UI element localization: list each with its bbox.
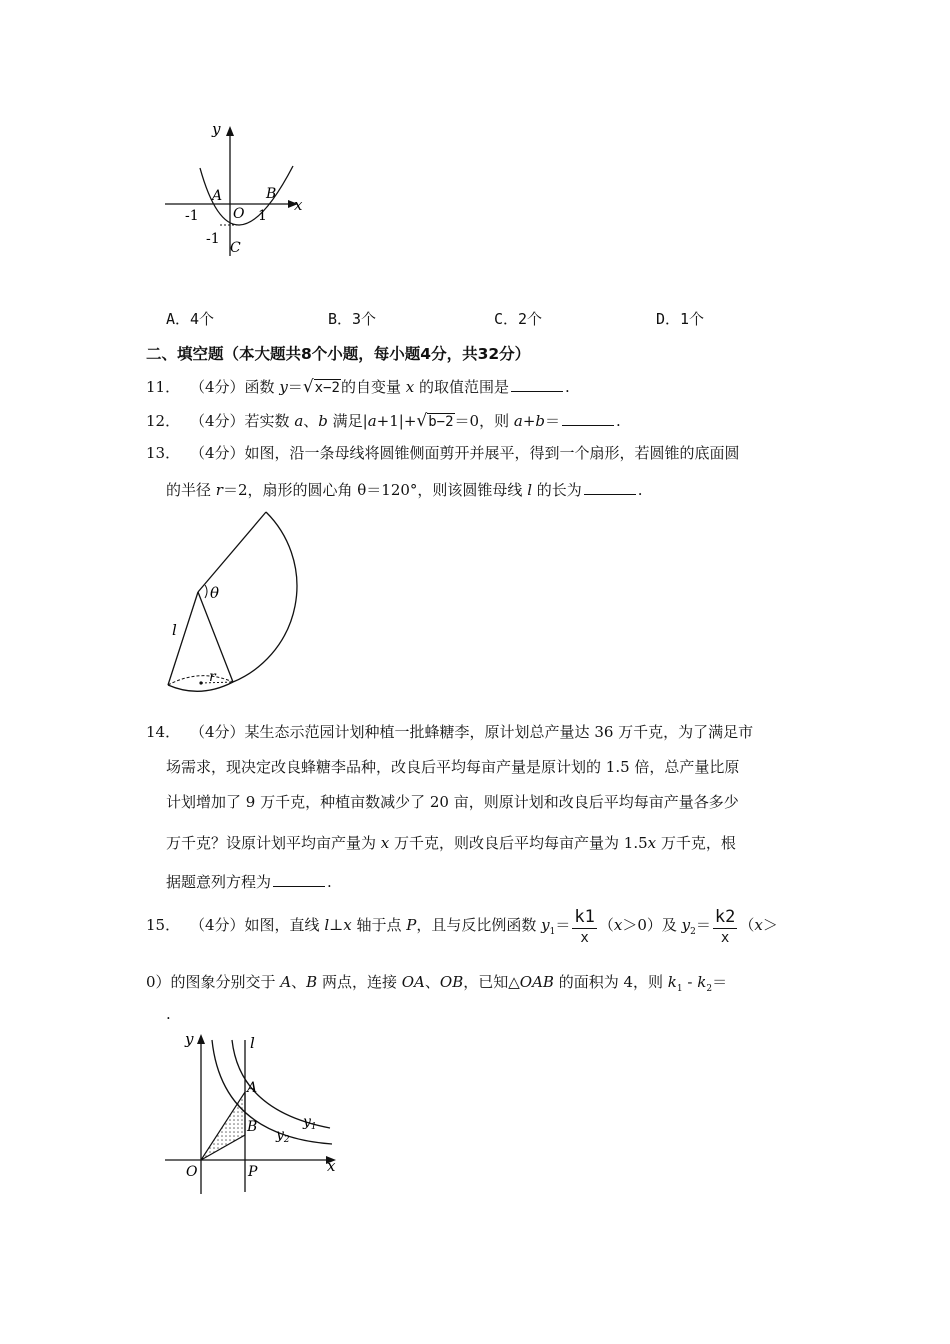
q14-period: . [327,873,332,891]
q13-var-l: l [527,481,533,499]
question-14 [146,722,753,742]
q14-var-x: x [380,834,390,852]
q14-number: 14． [146,723,181,741]
choice-b[interactable]: B．3个 [328,310,377,328]
theta-arc [205,585,207,598]
q13-var-r: r [215,481,223,499]
q12-sum-a: a [513,412,523,430]
cone-base-center [199,681,202,684]
q15-var-l: l [324,916,330,934]
label-theta: θ [210,584,220,602]
q12-sep: 、 [303,412,319,430]
q12-var-b: b [318,412,328,430]
q12-var-a: a [294,412,304,430]
q13-text: 的长为 [532,481,582,499]
q11-radicand: x−2 [314,380,340,396]
label-C: C [230,240,241,256]
q15-var-p: P [406,916,417,934]
q13-number: 13． [146,444,181,462]
q11-answer-blank[interactable] [511,376,563,392]
q15-var-a: A [280,973,292,991]
reciprocal-figure [160,1026,350,1196]
q12-abs-rest: +1|+ [376,412,417,430]
label-y2: $y_2$ [276,1127,290,1145]
q15-text: ＞ [762,916,778,934]
label-r: r [209,669,216,685]
q15-var-x: x [754,916,763,934]
q13-period: . [637,481,643,499]
q15-text: 的面积为 4，则 [553,973,668,991]
q15-var-oa: OA [401,973,425,991]
q15-y2: y [681,916,691,934]
label-y1: $y_1$ [303,1114,317,1132]
perp-icon: ⊥ [329,916,344,934]
q15-k1-sub: 1 [676,984,683,994]
label-O: O [186,1164,198,1180]
q14-text: 万千克，则改良后平均每亩产量为 1.5 [389,834,648,852]
q11-var-x: x [405,378,415,396]
q15-eq: ＝ [555,916,571,934]
q15-text: 0）的图象分别交于 [146,973,281,991]
choice-c[interactable]: C．2个 [494,310,543,328]
q12-number: 12． [146,412,181,430]
frac-denominator: x [580,929,589,946]
q12-answer-blank[interactable] [562,410,614,426]
q13-text: 的半径 [166,481,216,499]
q15-text: ，已知△ [463,973,520,991]
q15-y2-sub: 2 [690,927,696,937]
q14-var-x: x [647,834,657,852]
label-B: B [247,1119,258,1135]
q12-eq: ＝ [545,412,561,430]
question-13-line-2 [166,479,643,500]
q14-text: 据题意列方程为 [166,873,272,891]
q13-line-1: （4分）如图，沿一条母线将圆锥侧面剪开并展平，得到一个扇形，若圆锥的底面圆 [190,444,740,462]
y-axis-arrow [197,1034,205,1044]
q15-line-3: . [166,1005,171,1023]
q15-text: （4分）如图，直线 [190,916,325,934]
tick-1-x: 1 [258,208,267,224]
frac-numerator: k1 [574,906,595,927]
q13-text: ＝2，扇形的圆心角 θ＝120°，则该圆锥母线 [222,481,528,499]
q12-text: 满足| [327,412,368,430]
q11-text: （4分）函数 [190,378,280,396]
q15-var-k2: k [697,973,707,991]
q15-var-b: B [306,973,318,991]
q10-choices [0,308,950,334]
question-12 [146,410,621,431]
q15-minus: - [682,973,698,991]
parabola-figure [160,118,310,258]
label-x: x [294,196,303,214]
choice-d[interactable]: D．1个 [656,310,705,328]
q11-eq: ＝ [287,378,303,396]
q15-y1-sub: 1 [549,927,556,937]
q14-line-4 [166,833,736,853]
q15-sep: 、 [291,973,307,991]
triangle-oab-shaded [201,1092,245,1160]
question-11 [146,376,570,397]
label-y: y [212,120,221,138]
label-x: x [327,1157,336,1175]
cone-radius-dash [201,682,233,683]
frac-numerator: k2 [714,906,736,927]
choice-a[interactable]: A．4个 [166,310,215,328]
frac-denominator: x [720,929,730,946]
cone-sector-figure [160,505,350,700]
q15-sep: 、 [424,973,440,991]
q11-var-y: y [279,378,288,396]
fraction-k1-over-x [572,906,596,947]
q15-text: 两点，连接 [317,973,402,991]
q13-answer-blank[interactable] [584,479,636,495]
sqrt-icon: √ [302,377,314,397]
sqrt-icon: √ [416,411,428,431]
label-A: A [212,188,223,204]
question-13 [146,443,740,463]
q12-text: （4分）若实数 [190,412,295,430]
tick-neg1-y: -1 [206,231,220,247]
tick-neg1-x: -1 [185,208,199,224]
q12-plus: + [522,412,536,430]
q14-line-1: （4分）某生态示范园计划种植一批蜂糖李，原计划总产量达 36 万千克，为了满足市 [190,723,754,741]
label-l: l [250,1034,255,1052]
q15-text: （ [598,916,614,934]
q15-eq: ＝ [695,916,711,934]
q14-text: 万千克，根 [656,834,736,852]
q15-var-x: x [343,916,352,934]
label-y: y [185,1030,194,1048]
q15-text: ，且与反比例函数 [416,916,542,934]
label-P: P [248,1164,258,1180]
q15-var-ob: OB [439,973,464,991]
sector-arc [233,512,297,682]
q15-var-x: x [613,916,623,934]
q11-period: . [564,378,570,396]
q15-eq: ＝ [712,973,728,991]
q15-text: 轴于点 [351,916,407,934]
q12-text: ＝0，则 [454,412,514,430]
y-axis-arrow [226,126,234,136]
label-B: B [266,186,277,202]
label-A: A [247,1080,258,1096]
q11-text: 的取值范围是 [414,378,509,396]
q12-period: . [616,412,621,430]
q15-text: ＞0）及 [622,916,682,934]
q14-line-5 [166,871,332,892]
question-15 [146,905,778,952]
q12-sum-b: b [535,412,545,430]
q15-k2-sub: 2 [706,984,713,994]
q11-text: 的自变量 [340,378,406,396]
q14-line-2: 场需求，现决定改良蜂糖李品种，改良后平均每亩产量是原计划的 1.5 倍，总产量比原 [166,758,740,776]
q11-number: 11． [146,378,181,396]
q15-text: （ [739,916,755,934]
q15-var-k1: k [667,973,677,991]
q12-abs-var: a [367,412,377,430]
label-O: O [233,206,245,222]
q14-answer-blank[interactable] [273,871,325,887]
q15-number: 15． [146,916,181,934]
section-heading: 二、填空题（本大题共8个小题，每小题4分，共32分） [146,345,531,363]
sector-upper-radius [198,512,266,592]
q15-y1: y [541,916,550,934]
q15-var-oab: OAB [519,973,554,991]
fraction-k2-over-x [713,906,737,947]
q14-text: 万千克？设原计划平均亩产量为 [166,834,381,852]
q12-radicand: b−2 [428,414,454,430]
label-l: l [172,621,177,639]
q14-line-3: 计划增加了 9 万千克，种植亩数减少了 20 亩，则原计划和改良后平均每亩产量各多少 [166,793,739,811]
q15-line-2 [146,972,727,999]
